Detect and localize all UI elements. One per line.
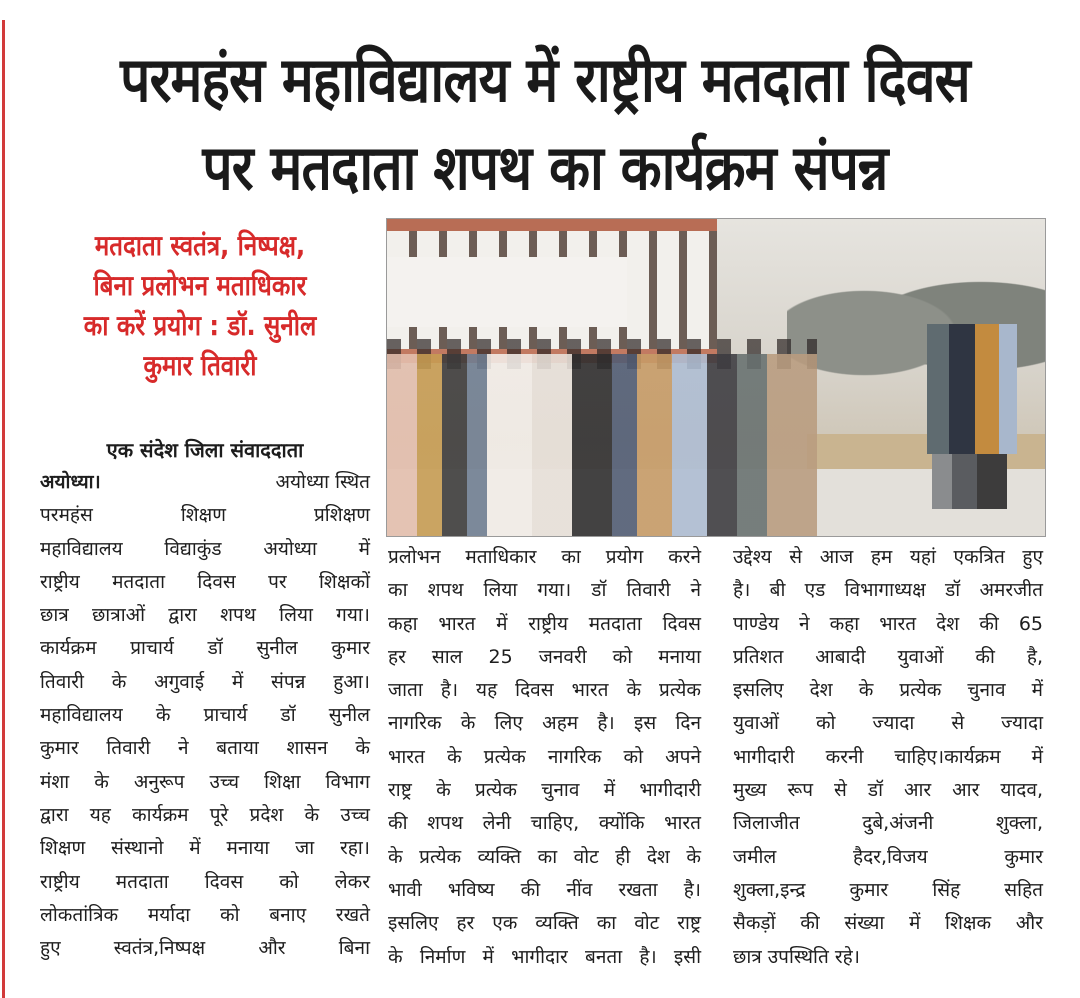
column-line: कार्यक्रम प्राचार्य डॉ सुनील कुमार	[40, 637, 370, 660]
column-line: छात्र छात्राओं द्वारा शपथ लिया गया।	[40, 604, 370, 627]
column-line: इसलिए देश के प्रत्येक चुनाव में	[733, 679, 1043, 702]
column-line: राष्ट्र के प्रत्येक चुनाव में भागीदारी	[388, 779, 701, 802]
subheadline	[54, 226, 346, 386]
column-line: तिवारी के अगुवाई में संपन्न हुआ।	[40, 670, 370, 693]
photo-officials	[927, 324, 1027, 454]
column-line: लोकतांत्रिक मर्यादा को बनाए रखते	[40, 903, 370, 926]
column-line: शिक्षण संस्थानो में मनाया जा रहा।	[40, 837, 370, 860]
column-line: छात्र उपस्थिति रहे।	[733, 945, 860, 968]
dateline: अयोध्या।	[40, 471, 101, 493]
subheadline-line: का करें प्रयोग : डॉ. सुनील	[83, 309, 317, 342]
column-line: राष्ट्रीय मतदाता दिवस को लेकर	[40, 870, 370, 893]
article-column-2	[388, 541, 701, 974]
column-line: के प्रत्येक व्यक्ति का वोट ही देश के	[388, 845, 701, 868]
column-line: के निर्माण में भागीदार बनता है। इसी	[388, 945, 701, 968]
left-accent-rule	[2, 20, 5, 998]
column-line: द्वारा यह कार्यक्रम पूरे प्रदेश के उच्च	[40, 803, 370, 826]
column-line: महाविद्यालय के प्राचार्य डॉ सुनील	[40, 704, 370, 727]
subheadline-line: मतदाता स्वतंत्र, निष्पक्ष,	[94, 229, 306, 262]
photo-officials-legs	[932, 454, 1022, 509]
column-line: नागरिक के लिए अहम है। इस दिन	[388, 712, 701, 735]
column-line: है। बी एड विभागाध्यक्ष डॉ अमरजीत	[733, 579, 1043, 602]
column-line: भारत के प्रत्येक नागरिक को अपने	[388, 745, 701, 768]
column-line: प्रलोभन मताधिकार का प्रयोग करने	[388, 546, 701, 568]
column-line: जाता है। यह दिवस भारत के प्रत्येक	[388, 679, 701, 702]
article-column-1	[40, 466, 370, 965]
column-line: उद्देश्य से आज हम यहां एकत्रित हुए	[733, 546, 1043, 568]
column-line: प्रतिशत आबादी युवाओं की है,	[733, 645, 1043, 668]
article-column-3	[733, 541, 1043, 974]
column-line: का शपथ लिया गया। डॉ तिवारी ने	[388, 579, 701, 602]
column-line: भावी भविष्य की नींव रखता है।	[388, 878, 701, 901]
subheadline-line: कुमार तिवारी	[143, 349, 257, 382]
headline-line-1: परमहंस महाविद्यालय में राष्ट्रीय मतदाता दिवस	[120, 43, 970, 116]
news-photo	[386, 218, 1046, 537]
column-line: मुख्य रूप से डॉ आर आर यादव,	[733, 779, 1043, 802]
column-line: शुक्ला,इन्द्र कुमार सिंह सहित	[733, 878, 1043, 901]
column-line: सैकड़ों की संख्या में शिक्षक और	[733, 912, 1043, 935]
column-line-text: अयोध्या स्थित	[275, 471, 370, 493]
column-line: परमहंस शिक्षण प्रशिक्षण	[40, 504, 370, 527]
column-line	[40, 466, 370, 499]
column-line: जिलाजीत दुबे,अंजनी शुक्ला,	[733, 812, 1043, 835]
column-line: की शपथ लेनी चाहिए, क्योंकि भारत	[388, 812, 701, 835]
subheadline-line: बिना प्रलोभन मताधिकार	[93, 269, 307, 302]
column-line: भागीदारी करनी चाहिए।कार्यक्रम में	[733, 745, 1043, 768]
column-line: युवाओं को ज्यादा से ज्यादा	[733, 712, 1043, 735]
column-line: महाविद्यालय विद्याकुंड अयोध्या में	[40, 537, 370, 560]
column-line: हर साल 25 जनवरी को मनाया	[388, 645, 701, 668]
photo-wall	[387, 257, 627, 327]
headline-line-2: पर मतदाता शपथ का कार्यक्रम संपन्न	[202, 131, 888, 204]
column-line: इसलिए हर एक व्यक्ति का वोट राष्ट्र	[388, 912, 701, 935]
headline	[94, 36, 997, 212]
photo-roof	[387, 219, 717, 231]
byline: एक संदेश जिला संवाददाता	[106, 438, 304, 462]
column-line: कुमार तिवारी ने बताया शासन के	[40, 737, 370, 760]
column-line: मंशा के अनुरूप उच्च शिक्षा विभाग	[40, 770, 370, 793]
column-line: कहा भारत में राष्ट्रीय मतदाता दिवस	[388, 612, 701, 635]
column-line: पाण्डेय ने कहा भारत देश की 65	[733, 612, 1043, 635]
column-line: जमील हैदर,विजय कुमार	[733, 845, 1043, 868]
column-line: राष्ट्रीय मतदाता दिवस पर शिक्षकों	[40, 570, 370, 593]
photo-crowd	[387, 354, 817, 536]
column-line: हुए स्वतंत्र,निष्पक्ष और बिना	[40, 937, 370, 960]
